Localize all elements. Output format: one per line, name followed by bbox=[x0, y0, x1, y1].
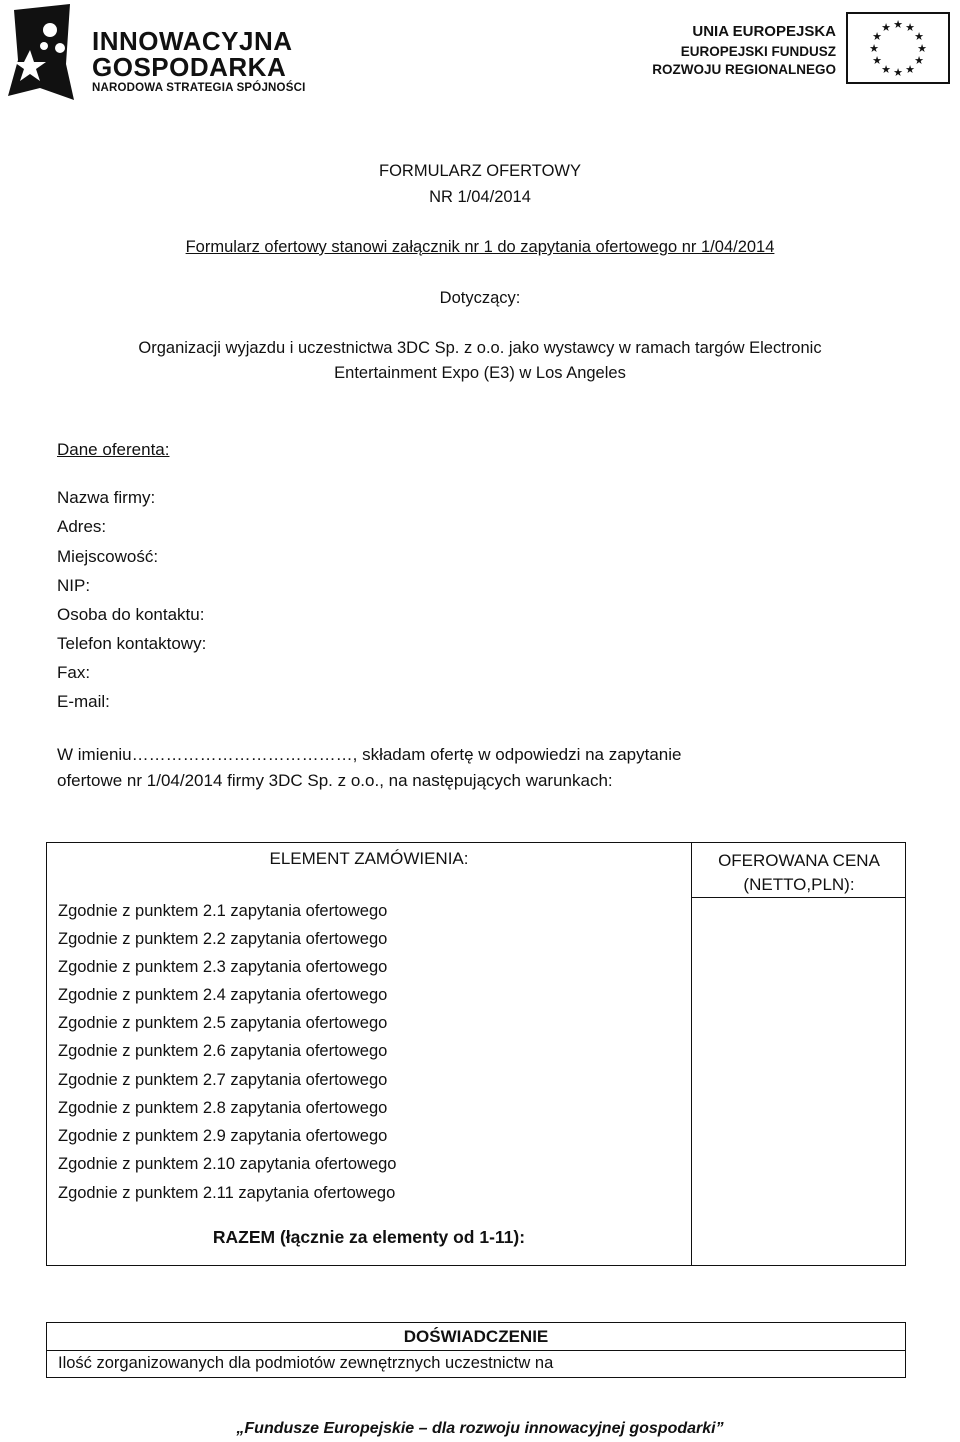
svg-text:★: ★ bbox=[872, 54, 882, 67]
svg-text:★: ★ bbox=[893, 66, 903, 79]
eu-logo bbox=[650, 12, 950, 92]
svg-text:★: ★ bbox=[914, 30, 924, 43]
table-row: Zgodnie z punktem 2.5 zapytania ofertowego bbox=[58, 1014, 388, 1032]
table-row: Zgodnie z punktem 2.7 zapytania ofertowego bbox=[58, 1071, 388, 1089]
eu-logo-line-3: ROZWOJU REGIONALNEGO bbox=[652, 62, 836, 77]
innovative-economy-logo bbox=[4, 4, 314, 100]
table-row: Zgodnie z punktem 2.9 zapytania ofertowego bbox=[58, 1127, 388, 1145]
topic-line-2: Entertainment Expo (E3) w Los Angeles bbox=[334, 364, 626, 382]
svg-text:★: ★ bbox=[869, 42, 879, 55]
svg-text:★: ★ bbox=[872, 30, 882, 43]
svg-text:★: ★ bbox=[914, 54, 924, 67]
document-title: FORMULARZ OFERTOWY bbox=[379, 162, 581, 180]
experience-table bbox=[46, 1322, 906, 1378]
offeror-heading: Dane oferenta: bbox=[57, 440, 170, 459]
table-row: Zgodnie z punktem 2.2 zapytania ofertowego bbox=[58, 930, 388, 948]
svg-text:★: ★ bbox=[905, 21, 915, 34]
table-row: Zgodnie z punktem 2.3 zapytania ofertowego bbox=[58, 958, 388, 976]
experience-heading: DOŚWIADCZENIE bbox=[403, 1327, 549, 1346]
table-row: Zgodnie z punktem 2.4 zapytania ofertowego bbox=[58, 986, 388, 1004]
column-header-price bbox=[692, 849, 906, 897]
innovative-economy-mark-icon bbox=[4, 4, 84, 100]
field-contact-person: Osoba do kontaktu: bbox=[57, 605, 205, 624]
table-row: Zgodnie z punktem 2.10 zapytania ofertowego bbox=[58, 1155, 397, 1173]
eu-logo-line-2: EUROPEJSKI FUNDUSZ bbox=[680, 44, 836, 59]
topic-line-1: Organizacji wyjazdu i uczestnictwa 3DC Sp. z o.o. jako wystawcy w ramach targów Electronic bbox=[138, 339, 822, 357]
field-company-name: Nazwa firmy: bbox=[57, 488, 156, 507]
eu-flag-stars-icon bbox=[846, 12, 950, 84]
statement-line-2: ofertowe nr 1/04/2014 firmy 3DC Sp. z o.o., na następujących warunkach: bbox=[57, 771, 613, 790]
svg-text:★: ★ bbox=[881, 63, 891, 76]
document-number: NR 1/04/2014 bbox=[429, 188, 531, 206]
logo-line-3: NARODOWA STRATEGIA SPÓJNOŚCI bbox=[92, 82, 306, 94]
total-label: RAZEM (łącznie za elementy od 1-11): bbox=[212, 1227, 526, 1247]
table-row: Zgodnie z punktem 2.6 zapytania ofertowego bbox=[58, 1042, 388, 1060]
order-table bbox=[46, 842, 906, 1266]
column-header-element: ELEMENT ZAMÓWIENIA: bbox=[269, 849, 469, 868]
field-phone: Telefon kontaktowy: bbox=[57, 634, 207, 653]
svg-text:★: ★ bbox=[905, 63, 915, 76]
svg-text:★: ★ bbox=[893, 18, 903, 31]
table-row: Zgodnie z punktem 2.1 zapytania ofertowego bbox=[58, 902, 388, 920]
table-row: Zgodnie z punktem 2.11 zapytania ofertowego bbox=[58, 1184, 396, 1202]
field-city: Miejscowość: bbox=[57, 547, 159, 566]
logo-line-1: INNOWACYJNA bbox=[92, 26, 293, 56]
annex-note: Formularz ofertowy stanowi załącznik nr 1 do zapytania ofertowego nr 1/04/2014 bbox=[185, 238, 775, 256]
field-fax: Fax: bbox=[57, 663, 91, 682]
statement-line-1: W imieniu…………………………………, składam ofertę w odpowiedzi na zapytanie bbox=[57, 745, 682, 764]
field-email: E-mail: bbox=[57, 692, 110, 711]
field-nip: NIP: bbox=[57, 576, 91, 595]
logo-line-2: GOSPODARKA bbox=[92, 52, 287, 82]
regarding-label: Dotyczący: bbox=[439, 289, 521, 307]
experience-row: Ilość zorganizowanych dla podmiotów zewnętrznych uczestnictw na bbox=[58, 1354, 554, 1372]
field-address: Adres: bbox=[57, 517, 107, 536]
column-header-price-line-1: OFEROWANA CENA bbox=[718, 851, 880, 870]
svg-text:★: ★ bbox=[917, 42, 927, 55]
table-row: Zgodnie z punktem 2.8 zapytania ofertowego bbox=[58, 1099, 388, 1117]
column-header-price-line-2: (NETTO,PLN): bbox=[743, 875, 855, 894]
eu-logo-line-1: UNIA EUROPEJSKA bbox=[692, 23, 836, 40]
svg-text:★: ★ bbox=[881, 21, 891, 34]
footer-slogan: „Fundusze Europejskie – dla rozwoju innowacyjnej gospodarki” bbox=[236, 1420, 724, 1437]
